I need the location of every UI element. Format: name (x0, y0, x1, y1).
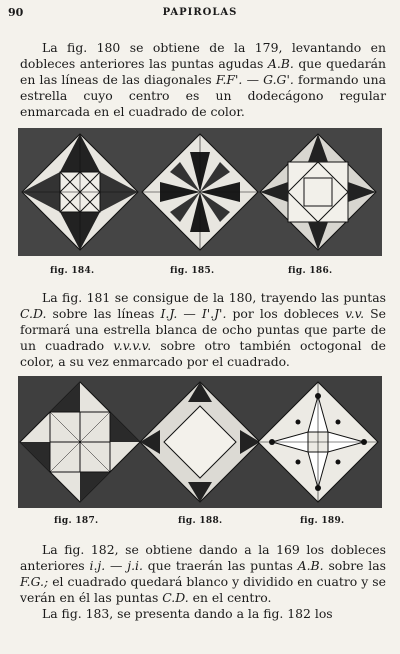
text-run: La fig. 180 se obtiene de la 179, levantando en dobleces anteriores las puntas agudas (20, 40, 386, 71)
text-run: F.G.; (20, 574, 49, 589)
caption-fig-186: fig. 186. (288, 266, 333, 276)
text-run: v.v.v.v. (113, 338, 152, 353)
caption-fig-187: fig. 187. (54, 516, 99, 526)
caption-fig-185: fig. 185. (170, 266, 215, 276)
paragraph-fig-182 (20, 542, 386, 622)
figure-row-1 (18, 128, 382, 256)
text-run: Se formará una estrella blanca de ocho puntas que parte de un cuadrado (20, 306, 386, 353)
text-run: La fig. 182, se obtiene dando a la 169 los dobleces anteriores (20, 542, 386, 573)
text-run: La fig. 183, se presenta dando a la fig. 182 los (42, 606, 333, 621)
paragraph-fig-180 (20, 40, 386, 120)
paragraph-fig-181 (20, 290, 386, 370)
text-run: sobre las líneas (46, 306, 161, 321)
text-run: i.j. — j.i. (89, 558, 143, 573)
caption-fig-189: fig. 189. (300, 516, 345, 526)
page-number: 90 (8, 6, 24, 19)
text-run: La fig. 181 se consigue de la 180, trayendo las puntas (42, 290, 386, 305)
text-run: que traerán las puntas (142, 558, 298, 573)
text-run: que quedarán en las líneas de las diagonales (20, 56, 387, 87)
text-run: el cuadrado quedará blanco y dividido en cuatro y se verán en él las puntas (20, 574, 386, 605)
text-run: formando una estrella cuyo centro es un dodecágono regular enmarcada en el cuadrado de color. (20, 72, 387, 119)
text-run: por los dobleces (226, 306, 346, 321)
figure-row-2 (18, 376, 382, 508)
text-run: v.v. (345, 306, 365, 321)
page-header (8, 6, 392, 22)
text-run: sobre las (323, 558, 386, 573)
text-run: A.B. (297, 558, 324, 573)
text-run: C.D. (20, 306, 47, 321)
text-run: en el centro. (188, 590, 272, 605)
text-run: A.B. (267, 56, 294, 71)
text-run: C.D. (162, 590, 189, 605)
running-title: PAPIROLAS (162, 7, 238, 18)
text-run: sobre otro también octogonal de color, a su vez enmarcado por el cuadrado. (20, 338, 387, 369)
caption-fig-188: fig. 188. (178, 516, 223, 526)
caption-fig-184: fig. 184. (50, 266, 95, 276)
text-run: F.F'. — G.G'. (215, 72, 294, 87)
text-run: I.J. — I'.J'. (160, 306, 227, 321)
